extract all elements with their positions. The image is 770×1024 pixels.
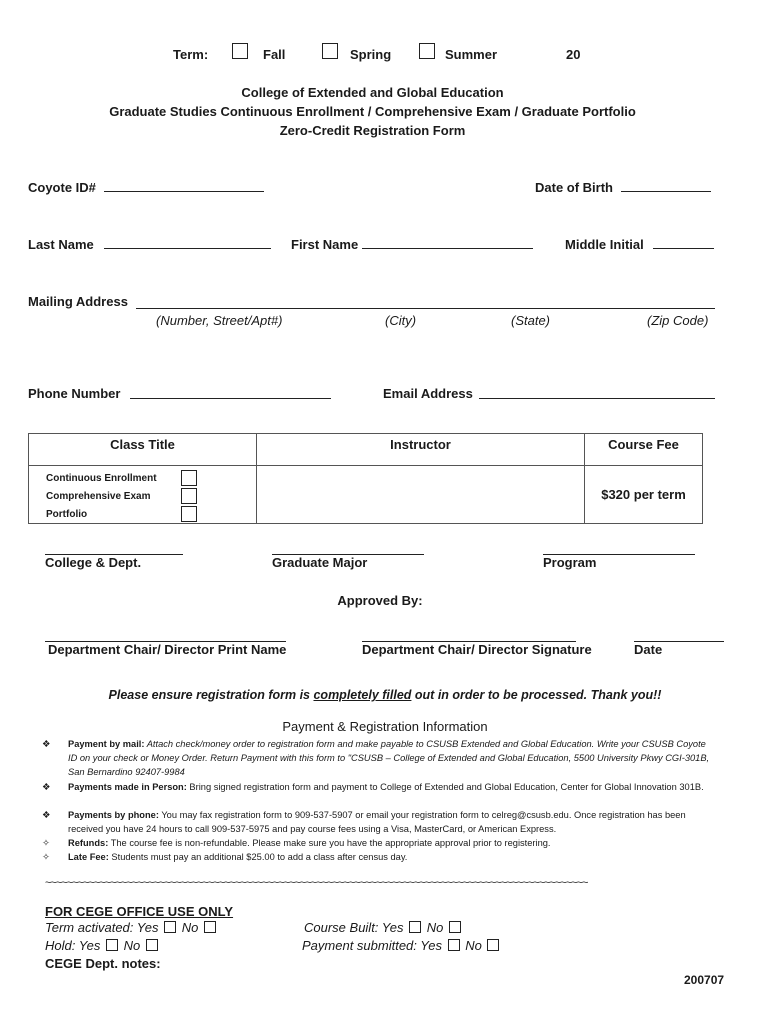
hold-label: Hold: Yes: [45, 938, 101, 953]
first-name-label: First Name: [291, 237, 359, 252]
payment-item-text: Bring signed registration form and payment to College of Extended and Global Education, Center for Global Innovation 301B.: [186, 782, 704, 792]
course-built-yes-checkbox[interactable]: [409, 921, 421, 933]
term-activated-row: [45, 920, 218, 935]
payment-item-phone: [42, 808, 715, 836]
phone-label: Phone Number: [28, 386, 121, 401]
payment-title: Payment & Registration Information: [282, 719, 488, 734]
bullet-icon: ✧: [42, 852, 50, 862]
approval-date-label: Date: [634, 642, 663, 657]
course-built-no-checkbox[interactable]: [449, 921, 461, 933]
bullet-icon: ❖: [42, 739, 51, 749]
payment-item-label: Late Fee:: [68, 852, 109, 862]
email-label: Email Address: [383, 386, 473, 401]
spring-label: Spring: [350, 47, 392, 62]
dob-label: Date of Birth: [535, 180, 613, 195]
mailing-address-field[interactable]: [136, 308, 715, 309]
class-options-cell: [29, 466, 257, 524]
payment-submitted-label: Payment submitted: Yes: [302, 938, 442, 953]
chair-name-label: Department Chair/ Director Print Name: [48, 642, 287, 657]
course-built-row: [304, 920, 463, 935]
notice-post: out in order to be processed. Thank you!!: [411, 688, 662, 702]
payment-item-label: Payments by phone:: [68, 810, 159, 820]
payment-item-text: Students must pay an additional $25.00 to add a class after census day.: [108, 852, 408, 862]
college-dept-label: College & Dept.: [45, 555, 142, 570]
bullet-icon: ✧: [42, 838, 50, 848]
term-activated-no-checkbox[interactable]: [204, 921, 216, 933]
address-city-hint: (City): [385, 313, 417, 328]
separator: ~~~~~~~~~~~~~~~~~~~~~~~~~~~~~~~~~~~~~~~~~~~~~~~~~~~~~~~~~~~~~~~~~~~~~~~~~~~~~~~~~~~~~~~~~~~~~~~~~~~~: [45, 877, 588, 889]
coyote-id-field[interactable]: [104, 191, 264, 192]
fall-checkbox[interactable]: [232, 43, 248, 59]
approved-by-title: Approved By:: [337, 593, 423, 608]
hold-yes-checkbox[interactable]: [106, 939, 118, 951]
payment-item-label: Refunds:: [68, 838, 109, 848]
instructor-cell[interactable]: [257, 466, 585, 524]
bullet-icon: ❖: [42, 810, 51, 820]
class-table: [28, 433, 703, 524]
middle-initial-field[interactable]: [653, 248, 714, 249]
phone-field[interactable]: [130, 398, 331, 399]
notice-underlined: completely filled: [313, 688, 412, 702]
payment-submitted-yes-checkbox[interactable]: [448, 939, 460, 951]
address-state-hint: (State): [511, 313, 551, 328]
email-field[interactable]: [479, 398, 715, 399]
payment-item-refunds: [42, 836, 715, 850]
dob-field[interactable]: [621, 191, 711, 192]
course-built-no-label: No: [426, 920, 444, 935]
payment-item-text: You may fax registration form to 909-537-5907 or email your registration form to celreg@csusb.edu. Once registration has been received you have 24 hours to call 909-537-5975 and pay course fees using a Visa, MasterCard, or American Express.: [68, 810, 686, 834]
class-title-header: Class Title: [29, 434, 257, 466]
payment-item-text: The course fee is non-refundable. Please make sure you have the appropriate approval prior to registering.: [108, 838, 551, 848]
graduate-major-label: Graduate Major: [272, 555, 368, 570]
portfolio-label: Portfolio: [46, 509, 88, 520]
payment-item-person: [42, 780, 715, 794]
office-notes-label: CEGE Dept. notes:: [45, 956, 161, 971]
chair-signature-label: Department Chair/ Director Signature: [362, 642, 592, 657]
payment-item-late-fee: [42, 850, 715, 864]
bullet-icon: ❖: [42, 782, 51, 792]
payment-item-label: Payment by mail:: [68, 739, 145, 749]
payment-item-text: Attach check/money order to registration form and make payable to CSUSB Extended and Global Education. Write your CSUSB Coyote ID on your check or Money Order. Return Payment with this form to "CSUSB – College of Extended and Global Education, 5500 University Pkwy CGI-301B, San Bernardino 92407-9984: [68, 739, 710, 777]
summer-label: Summer: [445, 47, 498, 62]
term-activated-label: Term activated: Yes: [45, 920, 159, 935]
coyote-id-label: Coyote ID#: [28, 180, 96, 195]
payment-submitted-row: [302, 938, 501, 953]
header-line-3: Zero-Credit Registration Form: [279, 123, 466, 138]
continuous-enrollment-checkbox[interactable]: [181, 470, 197, 486]
last-name-field[interactable]: [104, 248, 271, 249]
instructor-header: Instructor: [257, 434, 585, 466]
fall-label: Fall: [263, 47, 286, 62]
payment-submitted-no-checkbox[interactable]: [487, 939, 499, 951]
form-code: 200707: [684, 973, 725, 987]
program-label: Program: [543, 555, 597, 570]
hold-no-label: No: [123, 938, 141, 953]
course-fee-header: Course Fee: [585, 434, 703, 466]
payment-item-mail: [42, 737, 715, 779]
office-use-title: FOR CEGE OFFICE USE ONLY: [45, 904, 234, 919]
term-activated-no-label: No: [181, 920, 199, 935]
header-line-1: College of Extended and Global Education: [241, 85, 504, 100]
hold-no-checkbox[interactable]: [146, 939, 158, 951]
payment-item-label: Payments made in Person:: [68, 782, 187, 792]
portfolio-checkbox[interactable]: [181, 506, 197, 522]
term-year: 20: [566, 47, 581, 62]
address-number-hint: (Number, Street/Apt#): [156, 313, 283, 328]
header-line-2: Graduate Studies Continuous Enrollment / Comprehensive Exam / Graduate Portfolio: [109, 104, 636, 119]
payment-submitted-no-label: No: [465, 938, 482, 953]
term-label: Term:: [173, 47, 209, 62]
course-fee-value: $320 per term: [585, 466, 703, 524]
mailing-address-label: Mailing Address: [28, 294, 128, 309]
spring-checkbox[interactable]: [322, 43, 338, 59]
continuous-enrollment-label: Continuous Enrollment: [46, 473, 157, 484]
summer-checkbox[interactable]: [419, 43, 435, 59]
course-built-label: Course Built: Yes: [304, 920, 404, 935]
term-activated-yes-checkbox[interactable]: [164, 921, 176, 933]
comprehensive-exam-checkbox[interactable]: [181, 488, 197, 504]
completion-notice: [0, 688, 770, 702]
hold-row: [45, 938, 160, 953]
first-name-field[interactable]: [362, 248, 533, 249]
notice-pre: Please ensure registration form is: [108, 688, 314, 702]
last-name-label: Last Name: [28, 237, 94, 252]
middle-initial-label: Middle Initial: [565, 237, 644, 252]
address-zip-hint: (Zip Code): [647, 313, 709, 328]
comprehensive-exam-label: Comprehensive Exam: [46, 491, 151, 502]
